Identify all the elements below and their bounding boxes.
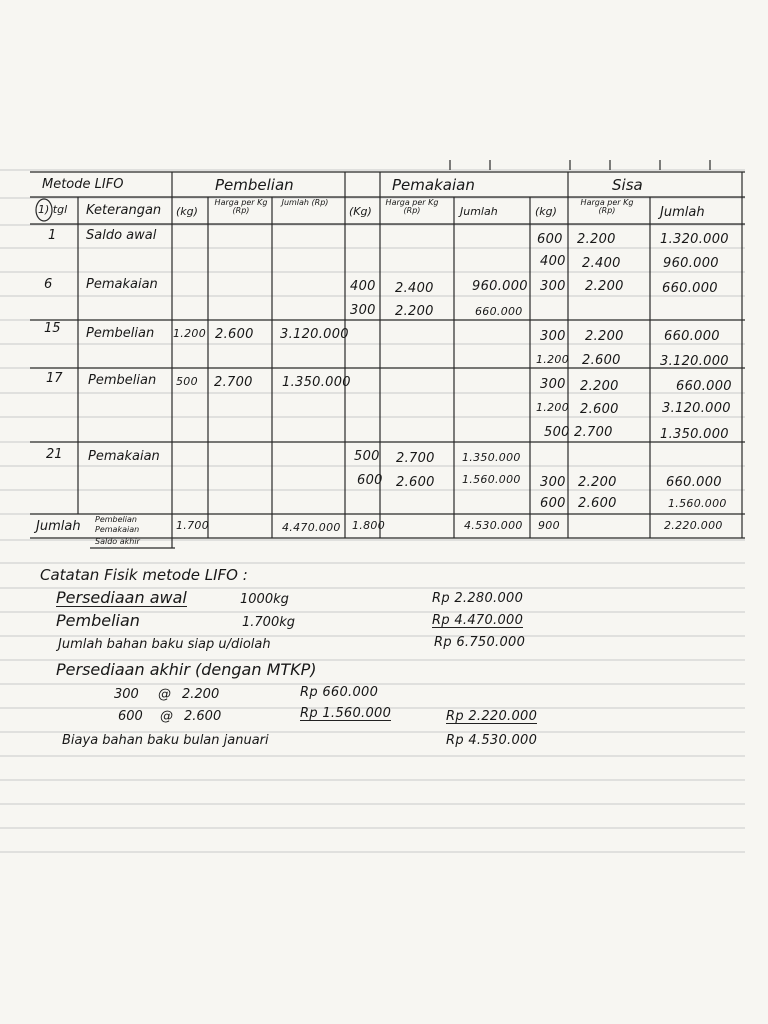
row-9-pakai-harga: 2.700: [396, 451, 435, 466]
col-pemakaian-jumlah: Jumlah: [460, 205, 498, 218]
notes-akhir2-val: Rp 1.560.000: [300, 706, 392, 721]
notes-awal-val: Rp 2.280.000: [432, 591, 524, 606]
notes-akhir2-at: @: [160, 709, 173, 724]
totals-beli-kg: 1.700: [176, 519, 209, 532]
row-1-sisa-harga: 2.400: [582, 256, 621, 271]
totals-sub-pemakaian: Pemakaian: [95, 525, 140, 534]
col-sisa-jumlah: Jumlah: [660, 205, 705, 220]
row-0-sisa-kg: 600: [537, 232, 563, 247]
col-pembelian-jumlah: Jumlah (Rp): [281, 198, 329, 207]
totals-pakai-kg: 1.800: [352, 519, 385, 532]
notes-akhir-total: Rp 2.220.000: [446, 709, 538, 724]
row-2-pakai-kg: 400: [350, 279, 376, 294]
totals-sisa-jumlah: 2.220.000: [664, 519, 723, 532]
col-pembelian-kg: (kg): [176, 205, 198, 218]
notes-akhir2-price: 2.600: [184, 709, 222, 724]
row-7-sisa-jumlah: 3.120.000: [662, 401, 731, 416]
header-pemakaian: Pemakaian: [392, 176, 475, 194]
row-7-sisa-kg: 1.200: [536, 401, 569, 414]
row-4-beli-kg: 1.200: [173, 327, 206, 340]
row-4-sisa-harga: 2.200: [585, 329, 624, 344]
row-11-sisa-jumlah: 1.560.000: [668, 497, 727, 510]
row-2-pakai-jumlah: 960.000: [472, 279, 528, 294]
row-1-sisa-kg: 400: [540, 254, 566, 269]
row-5-sisa-kg: 1.200: [536, 353, 569, 366]
row-2-sisa-kg: 300: [540, 279, 566, 294]
row-4-ket: Pembelian: [86, 326, 155, 341]
totals-sub-saldo: Saldo akhir: [95, 537, 140, 546]
notes-biaya-val: Rp 4.530.000: [446, 733, 538, 748]
notes-awal-label: Persediaan awal: [56, 588, 187, 607]
row-10-pakai-harga: 2.600: [396, 475, 435, 490]
row-6-ket: Pembelian: [88, 373, 157, 388]
row-9-ket: Pemakaian: [88, 449, 160, 464]
col-sisa-harga: Harga per Kg (Rp): [580, 198, 634, 216]
row-10-pakai-jumlah: 1.560.000: [462, 473, 521, 486]
row-3-pakai-jumlah: 660.000: [475, 305, 523, 318]
row-6-tgl: 17: [46, 371, 63, 386]
row-0-tgl: 1: [48, 228, 57, 243]
row-6-sisa-harga: 2.200: [580, 379, 619, 394]
row-6-beli-harga: 2.700: [214, 375, 253, 390]
row-3-pakai-harga: 2.200: [395, 304, 434, 319]
header-sisa: Sisa: [612, 176, 643, 194]
col-keterangan: Keterangan: [86, 203, 162, 218]
notes-heading: Catatan Fisik metode LIFO :: [40, 566, 248, 584]
row-8-sisa-kg: 500: [544, 425, 570, 440]
row-0-ket: Saldo awal: [86, 228, 157, 243]
row-8-sisa-harga: 2.700: [574, 425, 613, 440]
notes-akhir1-price: 2.200: [182, 687, 220, 702]
table-title: Metode LIFO: [42, 177, 124, 192]
row-11-sisa-kg: 600: [540, 496, 566, 511]
notes-awal-qty: 1000kg: [240, 592, 289, 607]
row-9-tgl: 21: [46, 447, 63, 462]
col-pemakaian-kg: (Kg): [349, 205, 372, 218]
notes-beli-qty: 1.700kg: [242, 615, 295, 630]
notes-siap-val: Rp 6.750.000: [434, 635, 526, 650]
notes-akhir2-qty: 600: [118, 709, 143, 724]
row-3-pakai-kg: 300: [350, 303, 376, 318]
notes-beli-val: Rp 4.470.000: [432, 613, 524, 628]
row-2-tgl: 6: [44, 277, 53, 292]
row-4-sisa-jumlah: 660.000: [664, 329, 720, 344]
row-10-pakai-kg: 600: [357, 473, 383, 488]
row-6-sisa-kg: 300: [540, 377, 566, 392]
row-4-sisa-kg: 300: [540, 329, 566, 344]
notes-akhir1-at: @: [158, 687, 171, 702]
row-7-sisa-harga: 2.600: [580, 402, 619, 417]
row-6-beli-jumlah: 1.350.000: [282, 375, 351, 390]
notes-akhir-label: Persediaan akhir (dengan MTKP): [56, 660, 317, 679]
row-2-pakai-harga: 2.400: [395, 281, 434, 296]
row-8-sisa-jumlah: 1.350.000: [660, 427, 729, 442]
totals-sub-pembelian: Pembelian: [95, 515, 137, 524]
row-5-sisa-jumlah: 3.120.000: [660, 354, 729, 369]
row-2-sisa-jumlah: 660.000: [662, 281, 718, 296]
col-pembelian-harga: Harga per Kg (Rp): [214, 198, 268, 216]
row-9-pakai-kg: 500: [354, 449, 380, 464]
row-9-pakai-jumlah: 1.350.000: [462, 451, 521, 464]
row-4-tgl: 15: [44, 321, 61, 336]
row-0-sisa-jumlah: 1.320.000: [660, 232, 729, 247]
col-tgl: 1) tgl: [38, 203, 68, 216]
row-10-sisa-jumlah: 660.000: [666, 475, 722, 490]
totals-beli-jumlah: 4.470.000: [282, 521, 341, 534]
notes-beli-label: Pembelian: [56, 611, 140, 630]
row-5-sisa-harga: 2.600: [582, 353, 621, 368]
row-6-sisa-jumlah: 660.000: [676, 379, 732, 394]
totals-sisa-kg: 900: [538, 519, 560, 532]
header-pembelian: Pembelian: [215, 176, 294, 194]
row-4-beli-jumlah: 3.120.000: [280, 327, 349, 342]
notes-akhir1-val: Rp 660.000: [300, 685, 379, 700]
row-2-ket: Pemakaian: [86, 277, 158, 292]
row-11-sisa-harga: 2.600: [578, 496, 617, 511]
notes-biaya-label: Biaya bahan baku bulan januari: [62, 733, 269, 748]
col-sisa-kg: (kg): [535, 205, 557, 218]
totals-pakai-jumlah: 4.530.000: [464, 519, 523, 532]
notes-siap-label: Jumlah bahan baku siap u/diolah: [58, 637, 271, 652]
notes-akhir1-qty: 300: [114, 687, 139, 702]
row-1-sisa-jumlah: 960.000: [663, 256, 719, 271]
totals-label: Jumlah: [36, 519, 81, 534]
row-0-sisa-harga: 2.200: [577, 232, 616, 247]
col-pemakaian-harga: Harga per Kg (Rp): [385, 198, 439, 216]
row-2-sisa-harga: 2.200: [585, 279, 624, 294]
row-10-sisa-kg: 300: [540, 475, 566, 490]
row-6-beli-kg: 500: [176, 375, 198, 388]
row-4-beli-harga: 2.600: [215, 327, 254, 342]
row-10-sisa-harga: 2.200: [578, 475, 617, 490]
